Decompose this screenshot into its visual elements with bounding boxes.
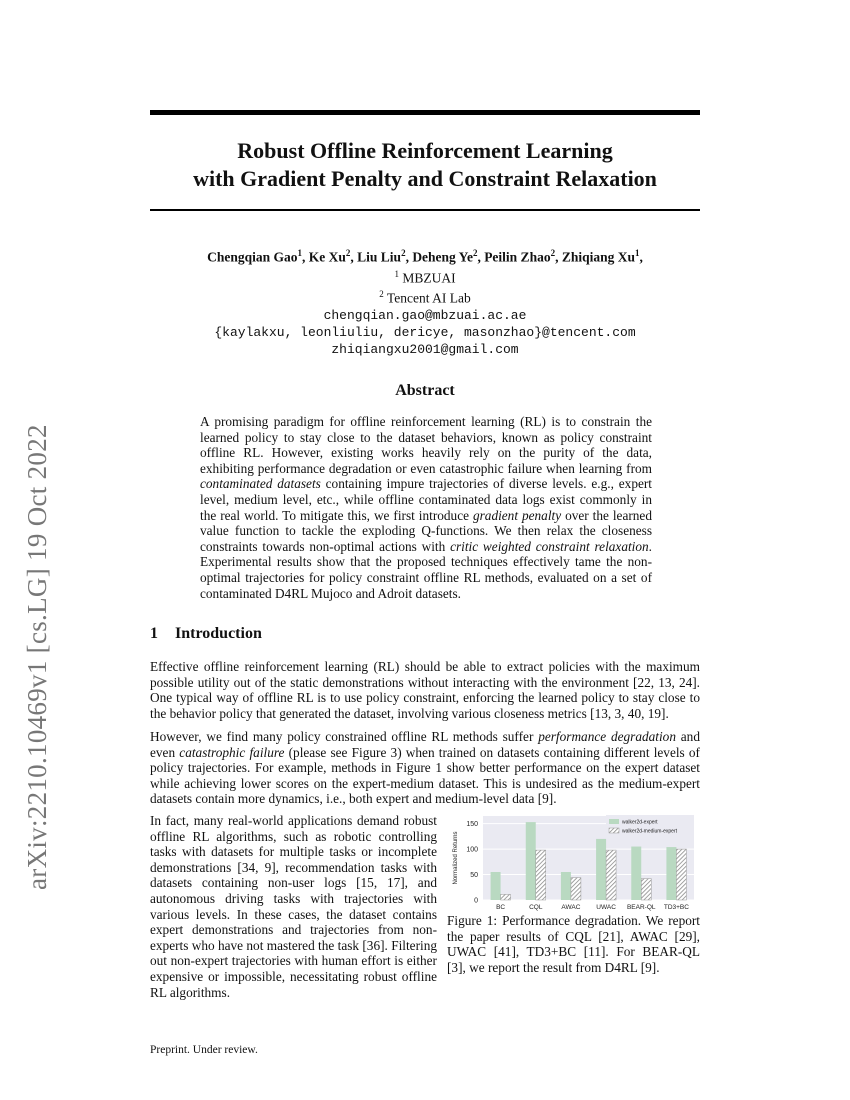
x-tick-label: AWAC (561, 904, 581, 911)
bar-expert (666, 847, 676, 900)
x-tick-label: TD3+BC (663, 904, 689, 911)
bar-expert (631, 847, 641, 900)
bar-expert (561, 872, 571, 900)
emphasis: catastrophic failure (179, 744, 285, 760)
abstract-body: A promising paradigm for offline reinforcement learning (RL) is to constrain the learned policy to stay close to the dataset behaviors, known as policy constraint offline RL. However, existing works heavily rely on the purity of the data, exhibiting performance degradation or even catastrophic failure when learning from contaminated datasets containing impure trajectories of diverse levels. e.g., expert level, medium level, etc., while offline contaminated data logs exist commonly in the real world. To mitigate this, we first introduce gradient penalty over the learned value function to tackle the exploding Q-functions. We then relax the closeness constraints towards non-optimal actions with critic weighted constraint relaxation. Experimental results show that the proposed techniques effectively tame the non-optimal trajectories for policy constraint offline RL methods, evaluated on a set of contaminated D4RL Mujoco and Adroit datasets. (200, 414, 652, 601)
bar-medium-expert (606, 850, 616, 900)
abstract-heading: Abstract (395, 382, 455, 399)
y-axis-label: Normalized Returns (453, 831, 459, 885)
email-2[interactable]: {kaylakxu, leonliuliu, dericye, masonzhao}@tencent.com (214, 324, 636, 340)
email-3[interactable]: zhiqiangxu2001@gmail.com (331, 341, 519, 357)
legend-label: walker2d-expert (622, 819, 658, 826)
paper-title (150, 137, 700, 193)
bar-expert (596, 839, 606, 900)
bar-expert (526, 822, 536, 900)
affiliation-mark: 2 (401, 248, 406, 258)
title-bottom-rule (150, 209, 700, 211)
intro-paragraph-1: Effective offline reinforcement learning (RL) should be able to extract policies with the maximum possible utility out of the static demonstrations without interacting with the environment [22, 13, 24]. One typical way of offline RL is to use policy constraint, enforcing the learned policy to stay close to the behavior policy that generated the dataset, involving various closeness metrics [13, 3, 40, 19]. (150, 659, 700, 721)
author: Chengqian Gao (207, 249, 298, 265)
bar-medium-expert (676, 849, 686, 900)
author: Deheng Ye (412, 249, 473, 265)
bar-medium-expert (641, 879, 651, 900)
affiliation-mark: 2 (345, 248, 351, 258)
author-names: Chengqian Gao$^1$, Ke Xu$^2$, Liu Liu$^2$, Deheng Ye$^2$, Peilin Zhao$^2$, Zhiqiang Xu$^1$, (207, 248, 643, 265)
title-line-1: Robust Offline Reinforcement Learning (237, 138, 613, 163)
section-heading-introduction: 1 Introduction (150, 625, 262, 642)
bar-medium-expert (571, 878, 581, 900)
author-block (150, 245, 700, 358)
footer-note: Preprint. Under review. (150, 1044, 258, 1056)
email-1[interactable]: chengqian.gao@mbzuai.ac.ae (323, 307, 527, 323)
bar-expert (491, 872, 501, 900)
legend-swatch (609, 819, 619, 824)
affiliation-mark: 2 (472, 248, 478, 258)
title-top-rule (150, 110, 700, 115)
affiliation-mark: 2 (550, 248, 556, 258)
arxiv-identifier: arXiv:2210.10469v1 [cs.LG] 19 Oct 2022 (22, 424, 52, 890)
author: Liu Liu (357, 249, 402, 265)
y-tick-label: 150 (466, 821, 478, 829)
legend-label: walker2d-medium-expert (622, 828, 678, 835)
affiliation-2: $^2$ Tencent AI Lab (379, 289, 471, 306)
author: Ke Xu (308, 249, 346, 265)
author: Zhiqiang Xu (561, 249, 635, 265)
affiliation-mark: 1 (297, 248, 303, 258)
bar-medium-expert (501, 894, 511, 900)
emphasis: gradient penalty (472, 507, 562, 523)
figure-1-caption: Figure 1: Performance degradation. We report the paper results of CQL [21], AWAC [29], UWAC [41], TD3+BC [11]. For BEAR-QL [3], we report the result from D4RL [9]. (447, 913, 700, 975)
x-tick-label: BEAR-QL (626, 904, 656, 911)
y-tick-label: 100 (466, 846, 478, 854)
author: Peilin Zhao (484, 249, 551, 265)
x-tick-label: UWAC (596, 904, 616, 911)
legend-swatch (609, 828, 619, 833)
title-line-2: with Gradient Penalty and Constraint Relaxation (193, 166, 657, 191)
affiliation-1: $^1$ MBZUAI (394, 268, 456, 285)
emphasis: contaminated datasets (200, 476, 321, 492)
intro-paragraph-2: However, we find many policy constrained offline RL methods suffer performance degradation and even catastrophic failure (please see Figure 3) when trained on datasets containing different levels of policy trajectories. For example, methods in Figure 1 show better performance on the expert dataset while achieving lower scores on the expert-medium dataset. This is undesired as the medium-expert datasets contain more dynamics, i.e., both expert and medium-level data [9]. (150, 729, 700, 807)
y-tick-label: 0 (474, 897, 478, 905)
emphasis: performance degradation (538, 729, 676, 744)
affiliation-mark: 1 (635, 248, 640, 258)
y-tick-label: 50 (470, 872, 478, 880)
x-tick-label: BC (496, 904, 506, 911)
emphasis: critic weighted constraint relaxation (450, 538, 649, 554)
intro-paragraph-3: In fact, many real-world applications demand robust offline RL algorithms, such as robotic controlling tasks with datasets for multiple tasks or incomplete demonstrations [34, 9], recommendation tasks with datasets containing non-user logs [15, 17], and autonomous driving tasks with trajectories with various levels. In these cases, the dataset contains expert demonstrations and trajectories from non-experts who have not mastered the task [36]. Filtering out non-expert trajectories with human effort is either expensive or impossible, necessitating robust offline RL algorithms. (150, 813, 437, 1000)
figure-1-bar-chart (447, 812, 700, 912)
bar-medium-expert (536, 850, 546, 900)
x-tick-label: CQL (529, 904, 543, 911)
